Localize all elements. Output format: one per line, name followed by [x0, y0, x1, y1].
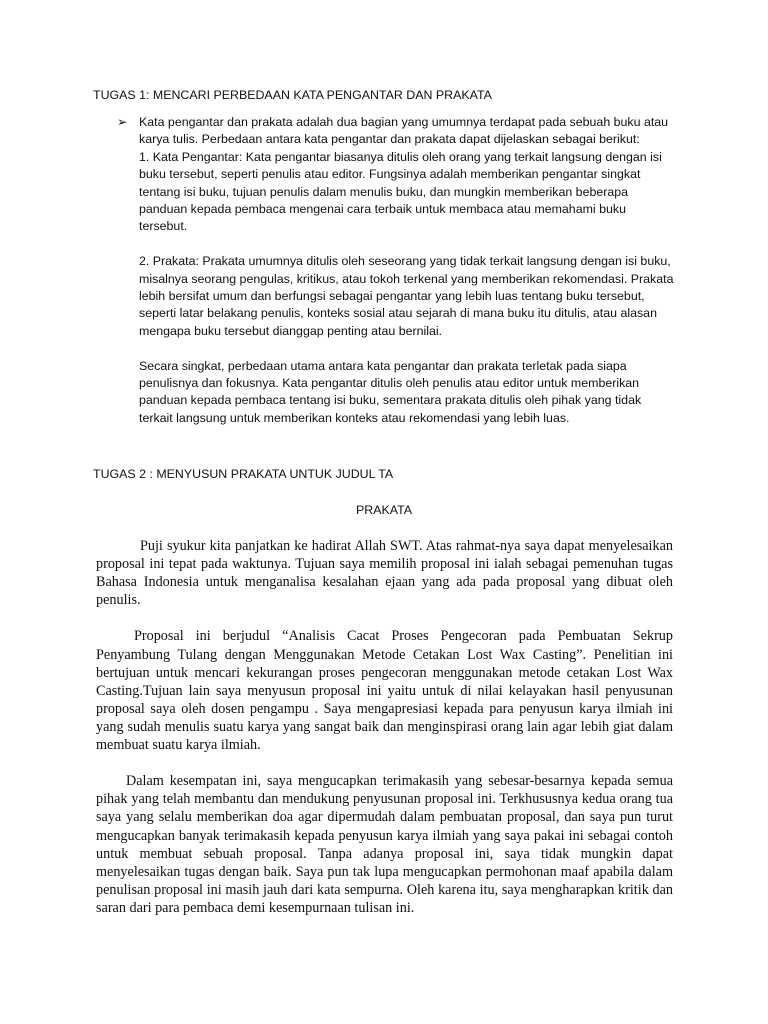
task1-summary-paragraph: Secara singkat, perbedaan utama antara kata pengantar dan prakata terletak pada siapa penulisnya dan fokusnya. Kata pengantar ditulis oleh penulis atau editor untuk memberikan panduan kepada pembaca tentang isi buku, sementara prakata ditulis oleh pihak yang tidak terkait langsung untuk memberikan konteks atau rekomendasi yang lebih luas.	[139, 358, 642, 425]
task1-bullet-block	[117, 114, 677, 427]
prakata-title: PRAKATA	[356, 503, 412, 517]
prakata-essay	[96, 537, 673, 917]
task2-heading: TUGAS 2 : MENYUSUN PRAKATA UNTUK JUDUL TA	[93, 467, 394, 481]
essay-paragraph-3: Dalam kesempatan ini, saya mengucapkan terimakasih yang sebesar-besarnya kepada semua pihak yang telah membantu dan mendukung penyusunan proposal ini. Terkhususnya kedua orang tua saya yang selalu memberikan doa agar dipermudah dalam pembuatan proposal, dan saya pun turut mengucapkan banyak terimakasih kepada penyusun karya ilmiah yang saya pakai ini sebagai contoh untuk membuat sebuah proposal. Tanpa adanya proposal ini, saya tidak mungkin dapat menyelesaikan tugas dengan baik. Saya pun tak lupa mengucapkan permohonan maaf apabila dalam penulisan proposal ini masih jauh dari kata sempurna. Oleh karena itu, saya mengharapkan kritik dan saran dari para pembaca demi kesempurnaan tulisan ini.	[96, 773, 673, 916]
task1-intro-paragraph	[139, 114, 675, 236]
task1-point1-text: 1. Kata Pengantar: Kata pengantar biasanya ditulis oleh orang yang terkait langsung dengan isi buku tersebut, seperti penulis atau editor. Fungsinya adalah memberikan pengantar singkat tentang isi buku, tujuan penulis dalam menulis buku, dan mungkin memberikan beberapa panduan kepada pembaca mengenai cara terbaik untuk membaca atau memahami buku tersebut.	[139, 149, 662, 234]
task1-intro-text: Kata pengantar dan prakata adalah dua bagian yang umumnya terdapat pada sebuah buku atau karya tulis. Perbedaan antara kata pengantar dan prakata dapat dijelaskan sebagai berikut:	[139, 115, 669, 147]
essay-paragraph-2: Proposal ini berjudul “Analisis Cacat Proses Pengecoran pada Pembuatan Sekrup Penyambung Tulang dengan Menggunakan Metode Cetakan Lost Wax Casting”. Penelitian ini bertujuan untuk mencari kekurangan proses pengecoran menggunakan metode cetakan Lost Wax Casting.Tujuan lain saya menyusun proposal ini yaitu untuk di nilai kelayakan hasil penyusunan proposal saya oleh dosen pengampu . Saya mengapresiasi kepada para penyusun karya ilmiah ini yang sudah menulis suatu karya yang sangat baik dan menginspirasi orang lain agar lebih giat dalam membuat suatu karya ilmiah.	[96, 628, 673, 754]
task1-heading: TUGAS 1: MENCARI PERBEDAAN KATA PENGANTAR DAN PRAKATA	[93, 88, 492, 102]
essay-paragraph-1: Puji syukur kita panjatkan ke hadirat Allah SWT. Atas rahmat-nya saya dapat menyelesaikan proposal ini tepat pada waktunya. Tujuan saya memilih proposal ini ialah sebagai pemenuhan tugas Bahasa Indonesia untuk menganalisa kesalahan ejaan yang ada pada proposal yang dibuat oleh penulis.	[96, 538, 673, 609]
task1-bullet-body	[139, 114, 675, 427]
arrow-bullet-icon: ➢	[117, 115, 128, 129]
task1-point2-paragraph: 2. Prakata: Prakata umumnya ditulis oleh seseorang yang tidak terkait langsung dengan isi buku, misalnya seorang pengulas, kritikus, atau tokoh terkenal yang memberikan rekomendasi. Prakata lebih bersifat umum dan berfungsi sebagai pengantar yang lebih luas tentang buku tersebut, seperti latar belakang penulis, konteks sosial atau sejarah di mana buku itu ditulis, atau alasan mengapa buku tersebut dianggap penting atau bernilai.	[139, 254, 674, 338]
